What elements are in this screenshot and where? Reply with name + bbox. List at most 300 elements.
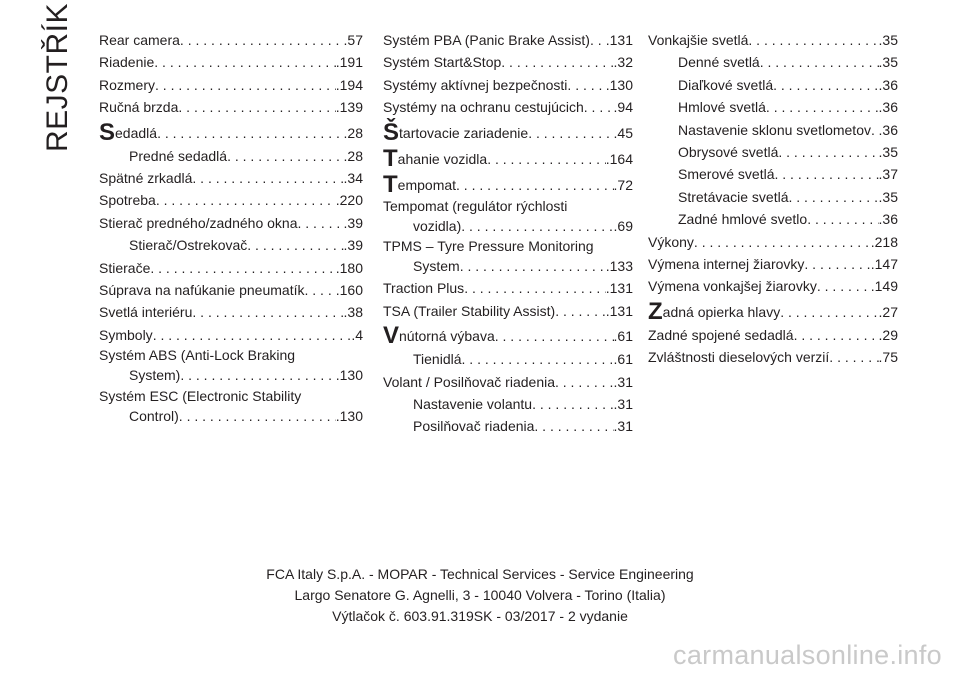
index-entry <box>383 118 633 146</box>
index-entry-row <box>383 118 633 146</box>
dot-leader <box>789 186 879 208</box>
dot-leader <box>180 29 344 51</box>
footer-line-1: FCA Italy S.p.A. - MOPAR - Technical Services - Service Engineering <box>266 566 694 582</box>
index-entry-text: System <box>413 258 460 275</box>
index-entry-row <box>99 167 363 189</box>
index-title-text: REJSTŘÍK <box>41 2 74 152</box>
index-entry-row <box>648 51 898 73</box>
index-entry <box>648 96 898 118</box>
index-entry-label <box>383 74 567 96</box>
index-entry-row <box>648 297 898 325</box>
dot-leader <box>495 324 614 348</box>
publisher-footer <box>0 564 960 627</box>
index-entry-row <box>99 279 363 301</box>
index-entry-row <box>383 51 633 73</box>
index-entry-row <box>383 29 633 51</box>
index-page-number: .28 <box>343 147 363 164</box>
index-page-number: .220 <box>335 192 363 209</box>
index-entry <box>383 277 633 299</box>
index-entry-row <box>383 415 633 437</box>
index-entry <box>383 197 633 237</box>
index-entry-text: Systém PBA (Panic Brake Assist) <box>383 32 590 48</box>
index-page-number: .35 <box>878 32 898 48</box>
index-page-number: .39 <box>343 214 363 231</box>
index-page-number: .36 <box>878 76 898 93</box>
index-entry <box>99 29 363 51</box>
index-entry-text: adná opierka hlavy <box>662 303 781 320</box>
index-entry <box>99 324 363 346</box>
index-entry-text: Spotreba <box>99 192 156 209</box>
index-entry-row <box>383 74 633 96</box>
index-page-number: .160 <box>335 282 363 299</box>
dot-leader <box>584 96 614 118</box>
index-title <box>38 2 82 152</box>
index-entry-row <box>383 170 633 198</box>
index-entry-label <box>99 301 192 323</box>
index-entry-text: Riadenie <box>99 54 155 71</box>
index-entry-label <box>413 393 532 415</box>
index-entry-text: Rear camera <box>99 32 180 48</box>
dot-leader <box>567 74 605 96</box>
index-entry-text: Smerové svetlá <box>678 166 775 183</box>
index-entry-label <box>99 212 297 234</box>
dot-leader <box>694 231 871 253</box>
index-page-number: .72 <box>613 176 633 193</box>
footer-line-3: Výtlačok č. 603.91.319SK - 03/2017 - 2 vydanie <box>332 608 628 624</box>
index-page-number: .37 <box>878 166 898 183</box>
index-entry-text: Tienidlá <box>413 351 462 368</box>
index-entry <box>99 51 363 73</box>
index-entry <box>99 118 363 146</box>
index-entry-text: vozidla) <box>413 217 462 234</box>
index-entry-label <box>99 29 180 51</box>
index-entry-label <box>678 208 807 230</box>
index-entry-label <box>129 405 179 427</box>
index-entry-label <box>383 118 529 146</box>
index-entry-row <box>383 96 633 118</box>
index-entry-label <box>383 51 501 73</box>
section-initial-letter: V <box>383 322 400 350</box>
index-entry <box>648 231 898 253</box>
index-entry-label <box>648 346 829 368</box>
index-entry-row <box>99 118 363 146</box>
dot-leader <box>590 29 606 51</box>
index-entry-label <box>678 51 760 73</box>
index-entry-text: ahanie vozidla <box>397 150 488 167</box>
section-initial-letter: T <box>383 144 398 172</box>
section-initial-letter: S <box>99 118 116 146</box>
dot-leader <box>178 96 335 118</box>
index-entry-text: Svetlá interiéru <box>99 304 193 321</box>
index-entry-text: Obrysové svetlá <box>678 144 779 161</box>
dot-leader <box>528 121 613 145</box>
index-entry <box>648 186 898 208</box>
index-entry-text: nútorná výbava <box>399 328 495 345</box>
index-entry-row <box>648 275 898 297</box>
index-entry-text: Rozmery <box>99 76 156 93</box>
index-page-number: .75 <box>878 349 898 366</box>
index-entry <box>383 144 633 172</box>
index-entry-label <box>648 324 794 346</box>
index-column-1 <box>99 29 363 427</box>
dot-leader <box>794 324 879 346</box>
index-entry-text: Systém Start&Stop <box>383 54 502 71</box>
index-entry-label <box>413 255 460 277</box>
index-entry-text: Stierač/Ostrekovač <box>129 237 248 254</box>
index-entry-row <box>383 371 633 393</box>
index-entry-text: Nastavenie volantu <box>413 396 533 413</box>
dot-leader <box>462 348 614 370</box>
index-page-number: .131 <box>605 32 633 48</box>
dot-leader <box>180 364 335 386</box>
dot-leader <box>464 277 606 299</box>
index-entry <box>648 346 898 368</box>
index-entry-text: Diaľkové svetlá <box>678 76 774 93</box>
dot-leader <box>774 163 878 185</box>
index-entry-row <box>648 96 898 118</box>
index-entry-label <box>413 415 534 437</box>
index-page-number: .130 <box>335 407 363 424</box>
index-entry <box>648 208 898 230</box>
index-entry-row <box>383 393 633 415</box>
index-entry <box>99 387 363 427</box>
index-entry <box>99 189 363 211</box>
index-entry-label <box>678 119 871 141</box>
index-entry <box>99 279 363 301</box>
dot-leader <box>778 141 878 163</box>
index-entry-row <box>648 163 898 185</box>
index-entry-label <box>99 74 155 96</box>
index-page-number: .36 <box>878 211 898 228</box>
dot-leader <box>192 301 343 323</box>
dot-leader <box>456 173 614 197</box>
index-page-number: .4 <box>351 326 363 343</box>
dot-leader <box>534 415 613 437</box>
dot-leader <box>748 29 878 51</box>
index-entry-text: Výmena internej žiarovky <box>648 256 805 273</box>
index-entry-row <box>99 51 363 73</box>
index-entry-row <box>99 189 363 211</box>
dot-leader <box>871 119 879 141</box>
index-entry-text: Súprava na nafúkanie pneumatík <box>99 282 305 299</box>
index-entry-label <box>383 96 584 118</box>
index-entry-row <box>383 255 633 277</box>
index-entry <box>383 393 633 415</box>
index-entry-label <box>383 277 464 299</box>
index-entry-text: tartovacie zariadenie <box>399 124 529 141</box>
dot-leader <box>156 189 336 211</box>
index-entry-label <box>648 29 748 51</box>
index-entry-text: Stierače <box>99 259 151 276</box>
dot-leader <box>460 255 606 277</box>
index-entry-label <box>99 279 304 301</box>
index-entry-row <box>99 212 363 234</box>
index-entry-row <box>99 29 363 51</box>
index-entry-label <box>129 234 247 256</box>
index-entry-text: Výkony <box>648 233 694 250</box>
index-entry <box>383 96 633 118</box>
index-page-number: .61 <box>613 351 633 368</box>
index-entry-text: Spätné zrkadlá <box>99 170 193 187</box>
index-entry <box>99 257 363 279</box>
index-entry-text: Zvláštnosti dieselových verzií <box>648 349 830 366</box>
index-entry-text: Predné sedadlá <box>129 147 228 164</box>
index-entry <box>99 167 363 189</box>
index-entry <box>383 237 633 277</box>
index-entry-label <box>99 167 192 189</box>
index-entry <box>383 415 633 437</box>
dot-leader <box>807 208 878 230</box>
index-page-number: .147 <box>870 256 898 273</box>
index-page-number: .130 <box>335 367 363 384</box>
index-page-number: .131 <box>605 302 633 319</box>
index-entry-row <box>648 119 898 141</box>
dot-leader <box>157 121 343 145</box>
section-initial-letter: Z <box>648 297 663 325</box>
section-initial-letter: Š <box>383 118 400 146</box>
index-page-number: .35 <box>878 54 898 71</box>
dot-leader <box>297 212 343 234</box>
dot-leader <box>153 324 352 346</box>
index-page-number: .36 <box>878 121 898 138</box>
index-page-number: .35 <box>878 188 898 205</box>
index-page-number: .31 <box>613 418 633 435</box>
index-entry <box>648 29 898 51</box>
dot-leader <box>192 167 343 189</box>
index-entry-text: Traction Plus <box>383 280 465 297</box>
index-entry <box>99 74 363 96</box>
dot-leader <box>150 257 335 279</box>
index-entry-label <box>678 141 778 163</box>
index-entry <box>99 346 363 386</box>
index-entry <box>383 371 633 393</box>
dot-leader <box>780 300 878 324</box>
index-page-number: .57 <box>343 32 363 48</box>
index-entry-text: Výmena vonkajšej žiarovky <box>648 278 817 295</box>
index-entry-row <box>99 324 363 346</box>
index-page-number: .32 <box>613 54 633 71</box>
index-entry-row <box>99 405 363 427</box>
index-entry <box>648 324 898 346</box>
index-page-number: .36 <box>878 99 898 116</box>
index-entry-first-line: Tempomat (regulátor rýchlosti <box>383 197 568 214</box>
index-entry-text: Zadné hmlové svetlo <box>678 211 808 228</box>
index-page-number: .180 <box>335 259 363 276</box>
index-entry-label <box>383 29 590 51</box>
index-page-number: .164 <box>605 150 633 167</box>
index-entry-row <box>99 96 363 118</box>
index-entry-text: Stretávacie svetlá <box>678 188 789 205</box>
index-entry-row <box>648 346 898 368</box>
dot-leader <box>829 346 878 368</box>
index-entry-label <box>99 118 158 146</box>
index-entry-label <box>678 163 774 185</box>
dot-leader <box>766 96 879 118</box>
index-entry <box>648 119 898 141</box>
index-entry-label <box>383 324 495 348</box>
index-page-number: .130 <box>605 76 633 93</box>
index-entry-text: Zadné spojené sedadlá <box>648 326 794 343</box>
index-entry <box>99 234 363 256</box>
index-entry-text: edadlá <box>115 124 158 141</box>
index-entry-row <box>648 231 898 253</box>
index-entry-row <box>648 29 898 51</box>
index-entry <box>383 324 633 348</box>
index-entry-row <box>383 215 633 237</box>
index-entry-label <box>678 96 766 118</box>
dot-leader <box>773 74 878 96</box>
index-entry <box>648 51 898 73</box>
index-entry-row <box>648 141 898 163</box>
index-page-number: .39 <box>343 237 363 254</box>
index-entry-first-line: TPMS – Tyre Pressure Monitoring <box>383 238 594 255</box>
index-entry-text: Systémy aktívnej bezpečnosti <box>383 76 568 93</box>
index-entry-label <box>678 74 773 96</box>
watermark: carmanualsonline.info <box>673 640 942 670</box>
index-entry-label <box>648 297 781 325</box>
index-entry <box>648 163 898 185</box>
dot-leader <box>227 145 343 167</box>
dot-leader <box>179 405 336 427</box>
dot-leader <box>555 371 614 393</box>
index-entry-label <box>383 170 457 198</box>
index-page-number: .45 <box>613 124 633 141</box>
index-column-3 <box>648 29 898 369</box>
section-initial-letter: T <box>383 170 398 198</box>
index-entry-label <box>99 189 156 211</box>
index-entry-row <box>383 348 633 370</box>
index-page-number: .34 <box>343 170 363 187</box>
index-page-number: .31 <box>613 373 633 390</box>
index-entry-first-line: Systém ESC (Electronic Stability <box>99 387 302 404</box>
index-entry <box>99 301 363 323</box>
dot-leader <box>247 234 343 256</box>
index-entry-text: TSA (Trailer Stability Assist) <box>383 302 556 319</box>
index-entry <box>383 74 633 96</box>
index-entry-row <box>648 74 898 96</box>
index-entry-label <box>413 348 462 370</box>
index-entry-label <box>678 186 789 208</box>
index-entry-label <box>383 144 488 172</box>
index-entry-row <box>648 253 898 275</box>
index-entry-text: Symboly <box>99 326 153 343</box>
index-entry <box>648 253 898 275</box>
index-page-number: .131 <box>605 280 633 297</box>
index-page-number: .29 <box>878 326 898 343</box>
index-entry-first-line: Systém ABS (Anti-Lock Braking <box>99 347 296 364</box>
index-entry-text: Nastavenie sklonu svetlometov <box>678 121 871 138</box>
index-entry-row <box>99 234 363 256</box>
index-entry-row <box>648 324 898 346</box>
dot-leader <box>760 51 879 73</box>
dot-leader <box>154 51 335 73</box>
index-entry <box>383 51 633 73</box>
index-page-number: .218 <box>870 233 898 250</box>
dot-leader <box>532 393 613 415</box>
dot-leader <box>501 51 613 73</box>
index-entry-text: Control) <box>129 407 179 424</box>
index-entry-label <box>99 324 153 346</box>
dot-leader <box>487 147 606 171</box>
index-page-number: .28 <box>343 124 363 141</box>
index-entry-text: Systémy na ochranu cestujúcich <box>383 99 584 116</box>
index-entry <box>383 29 633 51</box>
index-entry-text: Posilňovač riadenia <box>413 418 535 435</box>
index-page-number: .191 <box>335 54 363 71</box>
index-entry-row <box>99 145 363 167</box>
index-entry-label <box>129 145 227 167</box>
index-entry-row <box>99 364 363 386</box>
index-entry <box>648 141 898 163</box>
dot-leader <box>155 74 336 96</box>
index-entry-row <box>648 208 898 230</box>
index-page-number: .94 <box>613 99 633 116</box>
index-entry-row <box>383 324 633 348</box>
dot-leader <box>817 275 871 297</box>
index-entry <box>99 145 363 167</box>
index-page-number: .194 <box>335 76 363 93</box>
index-page-number: .61 <box>613 328 633 345</box>
index-page-number: .139 <box>335 99 363 116</box>
dot-leader <box>804 253 870 275</box>
index-page-number: .35 <box>878 144 898 161</box>
index-entry <box>383 300 633 322</box>
footer-line-2: Largo Senatore G. Agnelli, 3 - 10040 Volvera - Torino (Italia) <box>294 587 666 603</box>
index-entry <box>648 74 898 96</box>
index-entry-label <box>648 275 817 297</box>
index-entry-text: Volant / Posilňovač riadenia <box>383 373 555 390</box>
index-page-number: .149 <box>870 278 898 295</box>
index-column-2 <box>383 29 633 438</box>
dot-leader <box>555 300 606 322</box>
index-page-number: .38 <box>343 304 363 321</box>
index-entry-label <box>648 231 694 253</box>
index-entry-row <box>99 301 363 323</box>
index-entry-text: Vonkajšie svetlá <box>648 32 749 48</box>
index-entry-row <box>99 74 363 96</box>
index-entry-text: Hmlové svetlá <box>678 99 766 116</box>
index-entry <box>99 96 363 118</box>
index-entry <box>383 170 633 198</box>
index-page-number: .69 <box>613 217 633 234</box>
index-entry-label <box>413 215 461 237</box>
index-entry-label <box>99 96 178 118</box>
dot-leader <box>461 215 613 237</box>
index-entry-label <box>383 371 555 393</box>
index-entry-row <box>99 257 363 279</box>
index-entry-label <box>129 364 180 386</box>
index-page-number: .31 <box>613 396 633 413</box>
index-entry <box>383 348 633 370</box>
index-entry <box>99 212 363 234</box>
index-entry <box>648 275 898 297</box>
index-entry-label <box>383 300 555 322</box>
index-entry-label <box>99 257 150 279</box>
index-entry-text: System) <box>129 367 181 384</box>
index-entry-row <box>648 186 898 208</box>
index-entry-text: Denné svetlá <box>678 54 760 71</box>
index-entry-row <box>383 144 633 172</box>
index-entry-label <box>99 51 154 73</box>
index-page-number: .27 <box>878 303 898 320</box>
index-entry-row <box>383 300 633 322</box>
dot-leader <box>304 279 335 301</box>
index-entry-row <box>383 277 633 299</box>
index-page-number: .133 <box>605 258 633 275</box>
index-entry-label <box>648 253 804 275</box>
index-entry-text: Stierač predného/zadného okna <box>99 214 298 231</box>
index-entry <box>648 297 898 325</box>
